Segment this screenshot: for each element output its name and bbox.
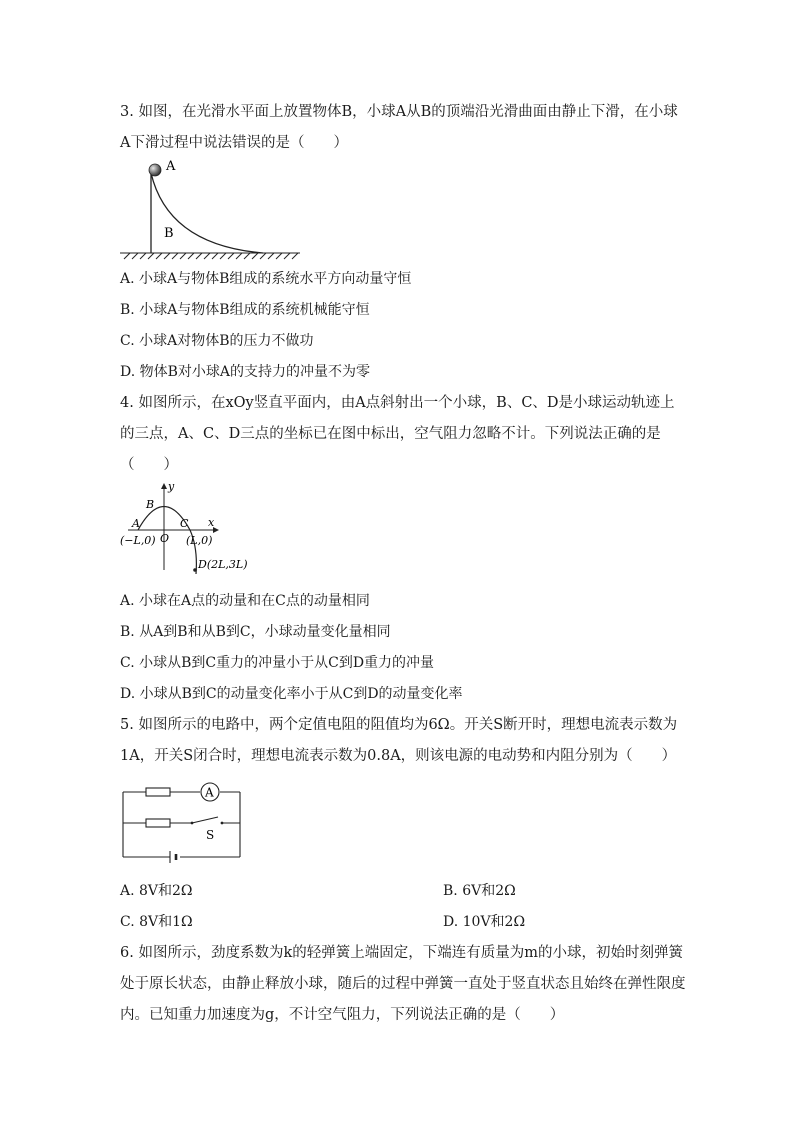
q3-option-d: D. 物体B对小球A的支持力的冲量不为零 [120, 364, 371, 380]
switch-label: S [206, 828, 215, 842]
q5-option-c: C. 8V和1Ω [120, 914, 193, 930]
resistor-1 [146, 788, 170, 796]
label-ball-a: A [166, 159, 176, 174]
q4-option-d: D. 小球从B到C的动量变化率小于从C到D的动量变化率 [120, 686, 463, 702]
ball-a [149, 164, 161, 176]
battery [170, 851, 176, 863]
q6-stem-line3: 内。已知重力加速度为g，不计空气阻力，下列说法正确的是（ ） [120, 1007, 565, 1023]
label-body-b: B [164, 226, 174, 241]
coord-a: (−L,0) [120, 534, 156, 547]
label-x: x [208, 516, 215, 529]
q6-stem-line1: 6. 如图所示，劲度系数为k的轻弹簧上端固定，下端连有质量为m的小球，初始时刻弹簧 [120, 945, 683, 961]
ground-hatching [120, 253, 300, 259]
q4-option-c: C. 小球从B到C重力的冲量小于从C到D重力的冲量 [120, 655, 435, 671]
coord-c: (L,0) [186, 534, 213, 547]
label-o: O [160, 532, 170, 545]
q3-figure [118, 155, 308, 265]
q3-option-b: B. 小球A与物体B组成的系统机械能守恒 [120, 302, 370, 318]
q4-option-b: B. 从A到B和从B到C，小球动量变化量相同 [120, 624, 391, 640]
q3-option-c: C. 小球A对物体B的压力不做功 [120, 333, 314, 349]
ammeter-label: A [205, 785, 214, 800]
q4-stem-line2: 的三点，A、C、D三点的坐标已在图中标出，空气阻力忽略不计。下列说法正确的是 [120, 426, 661, 442]
q3-stem-line2: A下滑过程中说法错误的是（ ） [120, 135, 348, 151]
q5-stem-line1: 5. 如图所示的电路中，两个定值电阻的阻值均为6Ω。开关S断开时，理想电流表示数为 [120, 717, 678, 733]
q4-option-a: A. 小球在A点的动量和在C点的动量相同 [120, 593, 370, 609]
body-b-curved-surface [151, 173, 263, 253]
label-c: C [180, 517, 189, 530]
q6-stem-line2: 处于原长状态，由静止释放小球，随后的过程中弹簧一直处于竖直状态且始终在弹性限度 [120, 976, 686, 992]
q4-stem-line3: （ ） [120, 457, 178, 473]
q4-stem-line1: 4. 如图所示，在xOy竖直平面内，由A点斜射出一个小球，B、C、D是小球运动轨迹上 [120, 395, 675, 411]
q5-option-b: B. 6V和2Ω [443, 883, 516, 899]
resistor-2 [146, 819, 170, 827]
q4-figure [118, 478, 248, 582]
point-d [193, 568, 197, 572]
label-a: A [132, 517, 140, 530]
label-b: B [146, 498, 155, 511]
q5-option-d: D. 10V和2Ω [443, 914, 526, 930]
q3-option-a: A. 小球A与物体B组成的系统水平方向动量守恒 [120, 271, 412, 287]
label-y: y [168, 480, 175, 493]
q3-stem-line1: 3. 如图，在光滑水平面上放置物体B，小球A从B的顶端沿光滑曲面由静止下滑，在小球 [120, 104, 678, 120]
q5-option-a: A. 8V和2Ω [120, 883, 193, 899]
q5-stem-line2: 1A，开关S闭合时，理想电流表示数为0.8A，则该电源的电动势和内阻分别为（ ） [120, 748, 677, 764]
coord-d: D(2L,3L) [198, 558, 248, 571]
switch-s-blade [192, 817, 218, 823]
q5-circuit [118, 778, 248, 864]
